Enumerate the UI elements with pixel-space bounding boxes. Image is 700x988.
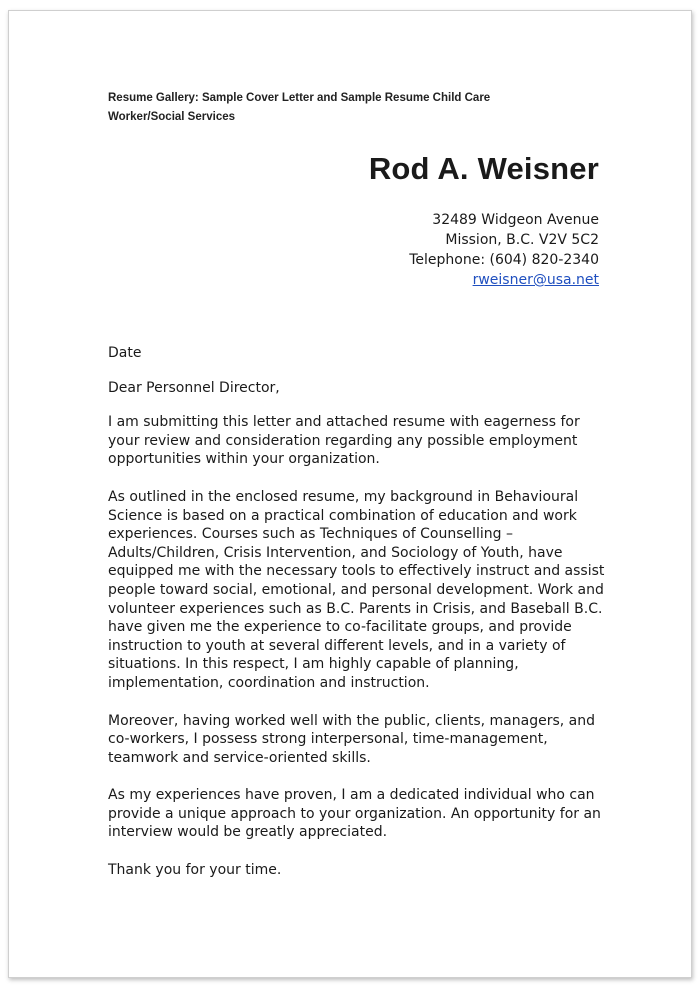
letter-date: Date <box>108 345 142 361</box>
document-page <box>8 10 692 978</box>
letter-paragraph-1: I am submitting this letter and attached resume with eagerness for your review and consideration regarding any possible employment opportunities within your organization. <box>108 414 580 468</box>
letter-closing: Thank you for your time. <box>108 862 282 879</box>
letter-body <box>108 344 608 899</box>
gallery-title-line-1: Resume Gallery: Sample Cover Letter and Sample Resume Child Care <box>108 92 491 104</box>
letter-paragraph-4: As my experiences have proven, I am a dedicated individual who can provide a unique approach to your organization. An opportunity for an interview would be greatly appreciated. <box>108 787 601 841</box>
letter-paragraph-3: Moreover, having worked well with the public, clients, managers, and co-workers, I possess strong interpersonal, time-management, teamwork and service-oriented skills. <box>108 712 595 766</box>
sender-name: Rod A. Weisner <box>368 151 599 186</box>
sender-street: 32489 Widgeon Avenue <box>432 212 599 228</box>
letter-paragraph-2: As outlined in the enclosed resume, my background in Behavioural Science is based on a practical combination of education and work experiences. Courses such as Techniques of Counselling –Adults/Children, Crisis Intervention, and Sociology of Youth, have equipped me with the necessary tools to effectively instruct and assist people toward social, emotional, and personal development. Work and volunteer experiences such as B.C. Parents in Crisis, and Baseball B.C. have given me the experience to co-facilitate groups, and provide instruction to youth at several different levels, and in a variety of situations. In this respect, I am highly capable of planning, implementation, coordination and instruction. <box>108 488 605 691</box>
sender-address-block <box>409 210 599 290</box>
sender-telephone: Telephone: (604) 820-2340 <box>409 252 599 268</box>
sender-city: Mission, B.C. V2V 5C2 <box>445 232 599 248</box>
gallery-title-line-2: Worker/Social Services <box>108 111 235 123</box>
letter-salutation: Dear Personnel Director, <box>108 379 280 396</box>
gallery-header <box>108 89 548 127</box>
sender-email-link[interactable]: rweisner@usa.net <box>472 272 599 288</box>
